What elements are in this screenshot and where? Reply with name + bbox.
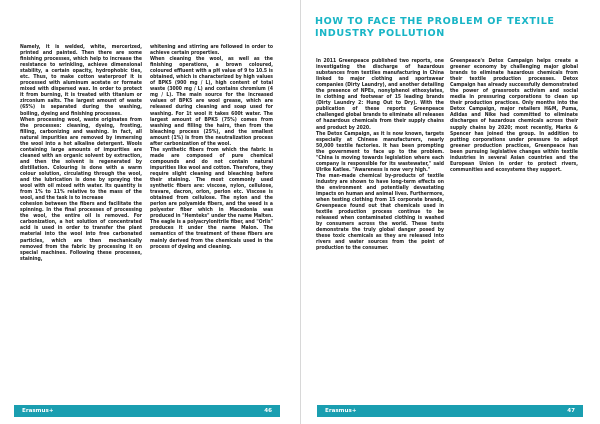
right-page-column-2: Greenpeace's Detox Campaign helps create a greener economy by challenging major global brands to eliminate hazardous chemicals from their textile production processes. Detox Campaign has already successfully demonstrated the power of grassroots activism and social media in pressuring corporations to clean up their production practices. Only months into the Detox Campaign, major retailers H&M, Puma, Adidas and Nike had committed to eliminate discharges of hazardous chemicals across their supply chains by 2020; most recently, Marks & Spencer has joined the group. In addition to putting corporations under pressure to adopt greener production practices, Greenpeace has been pursuing legislative changes within textile industries in several Asian countries and the European Union in order to protect rivers, communities and ecosystems they support. (450, 58, 578, 173)
article-title: HOW TO FACE THE PROBLEM OF TEXTILE INDUSTRY POLLUTION (315, 16, 555, 39)
left-page-column-2: whitening and stirring are followed in order to achieve certain properties. When cleaning the wool, as well as the finishing operations, a brown coloured, coloured effluent with a pH value of 9 to 10.5 is obtained, which is characterized by high values of BPK5 (900 mg / L), high content of total waste (3000 mg / L) and contains chromium (4 mg / L). The main source for the increased values of BPK5 are wool grease, which are released during cleaning and soap used for washing. For 1t wool it takes 600t water. The largest amount of BPK5 (75%) comes from washing and filling the hairs, then from the bleaching process (25%), and the smallest amount (1%) is from the neutralization process after carbonization of the wool. The synthetic fibers from which the fabric is made are composed of pure chemical compounds and do not contain natural impurities like wool and cotton. Therefore, they require slight cleaning and bleaching before their staining. The most commonly used synthetic fibers are: viscose, nylon, cellulose, travare, dacron, orlon, perlon etc. Viscose is obtained from cellulose. The nylon and the perlon are polyamide fibers, and the weed is a polyester fiber which in Macedonia was produced in "Hemteks" under the name Malten. The eagle is a polyacrylonitrile fiber, and "Orlis" produces it under the name Malon. The semantics of the treatment of these fibers are mainly derived from the chemicals used in the process of dyeing and cleaning. (150, 44, 273, 250)
right-page-column-1: In 2011 Greenpeace published two reports, one investigating the discharge of hazardous substances from textiles manufacturing in China linked to major clothing and sportswear companies (Dirty Laundry), and another detailing the presence of NPEs, nonylphenol ethoxylates, in clothing and footwear of 15 leading brands (Dirty Laundry 2: Hung Out to Dry). With the publication of these reports Greenpeace challenged global brands to eliminate all releases of hazardous chemicals from their supply chains and product by 2020. The Detox Campaign, as it is now known, targets especially at Chinese manufacturers, nearly 50,000 textile factories. It has been prompting the government to face up to the problem. "China is moving towards legislation where each company is responsible for its wastewater," said Ulrike Katlee. "Awareness is now very high." The man-made chemical by-products of textile industry are shown to have long-term effects on the environment and potentially devastating impacts on human and animal lives. Furthermore, when testing clothing from 15 corporate brands, Greenpeace found out that chemicals used in textile production process continue to be released when contaminated clothing is washed by consumers across the world. These tests demonstrate the truly global danger posed by these toxic chemicals as they are released into rivers and water sources from the point of production to the consumer. (316, 58, 444, 252)
left-page-footer (14, 405, 280, 417)
footer-brand: Erasmus+ (22, 408, 54, 414)
right-page (300, 0, 600, 424)
right-page-footer (317, 405, 583, 417)
footer-brand: Erasmus+ (325, 408, 357, 414)
left-page-column-1: Namely, it is welded, white, mercerized, printed and painted. Then there are some finishing processes, which help to increase the resistance to wrinkling, achieve dimensional stability, a certain opacity, hydrophobic ties, etc. Thus, to make cotton waterproof it is processed with aluminum acetate or formate mixed with dispersed wax. In order to protect it from burning, it is treated with titanium or zirconium salts. The largest amount of waste (65%) is separated during the washing, boiling, dyeing and finishing processes. When processing wool, waste originates from the processes: cleaning, dyeing, frosting, filling, carbonizing and washing. In fact, all natural impurities are removed by immersing the wool into a hot alkaline detergent. Wools containing large amounts of impurities are cleaned with an organic solvent by extraction, and then the solvent is regenerated by distillation. Colouring is done with a warm colour solution, circulating through the wool, and the lubrication is done by spraying the wool with oil mixed with water. Its quantity is from 1% to 11% relative to the mass of the wool, and the task is to increase cohesion between the fibers and facilitate the spinning. In the final processes of processing the wool, the entire oil is removed. For carbonization, a hot solution of concentrated acid is used in order to transfer the plant material into the wool into free carbonated particles, which are then mechanically removed from the fabric by processing it on special machines. Following these processes, staining, (20, 44, 142, 262)
page-number: 47 (567, 408, 575, 414)
page-number: 46 (264, 408, 272, 414)
